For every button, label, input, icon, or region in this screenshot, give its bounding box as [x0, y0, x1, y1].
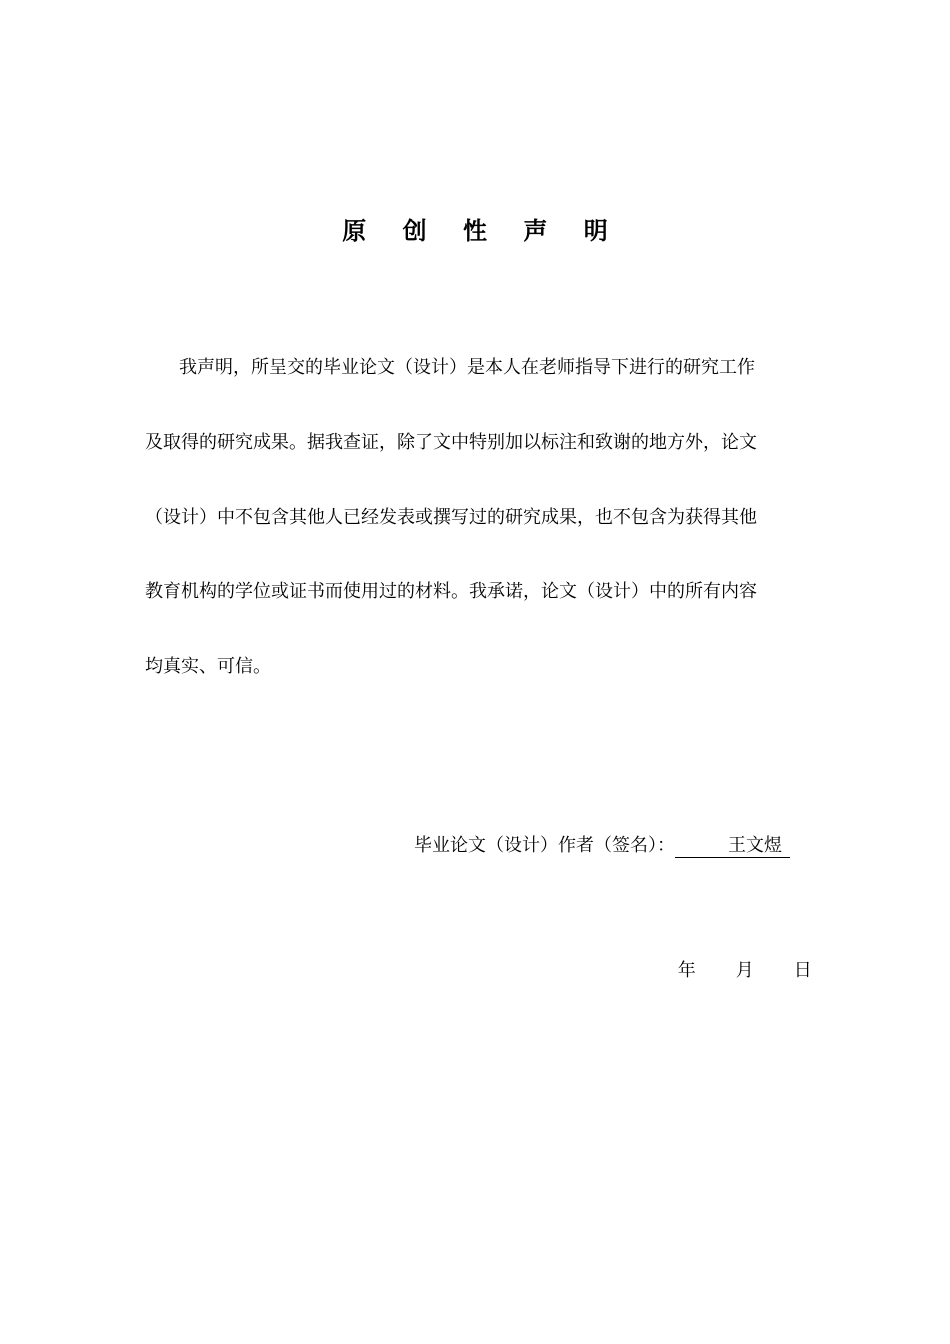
- date-month-label: 月: [735, 960, 754, 981]
- signature-label: 毕业论文（设计）作者（签名）：: [414, 835, 675, 856]
- date-day-label: 日: [793, 960, 812, 981]
- declaration-line-3: （设计）中不包含其他人已经发表或撰写过的研究成果，也不包含为获得其他: [145, 507, 757, 528]
- signature-name: 王文煜: [675, 835, 790, 858]
- declaration-line-1: 我声明，所呈交的毕业论文（设计）是本人在老师指导下进行的研究工作: [179, 357, 755, 378]
- document-title: 原 创 性 声 明: [342, 217, 622, 245]
- author-signature-line: [414, 833, 790, 859]
- declaration-line-4: 教育机构的学位或证书而使用过的材料。我承诺，论文（设计）中的所有内容: [145, 581, 757, 602]
- declaration-line-5: 均真实、可信。: [145, 656, 271, 677]
- date-year-label: 年: [677, 960, 696, 981]
- declaration-line-2: 及取得的研究成果。据我查证，除了文中特别加以标注和致谢的地方外，论文: [145, 432, 757, 453]
- date-line: [672, 958, 812, 984]
